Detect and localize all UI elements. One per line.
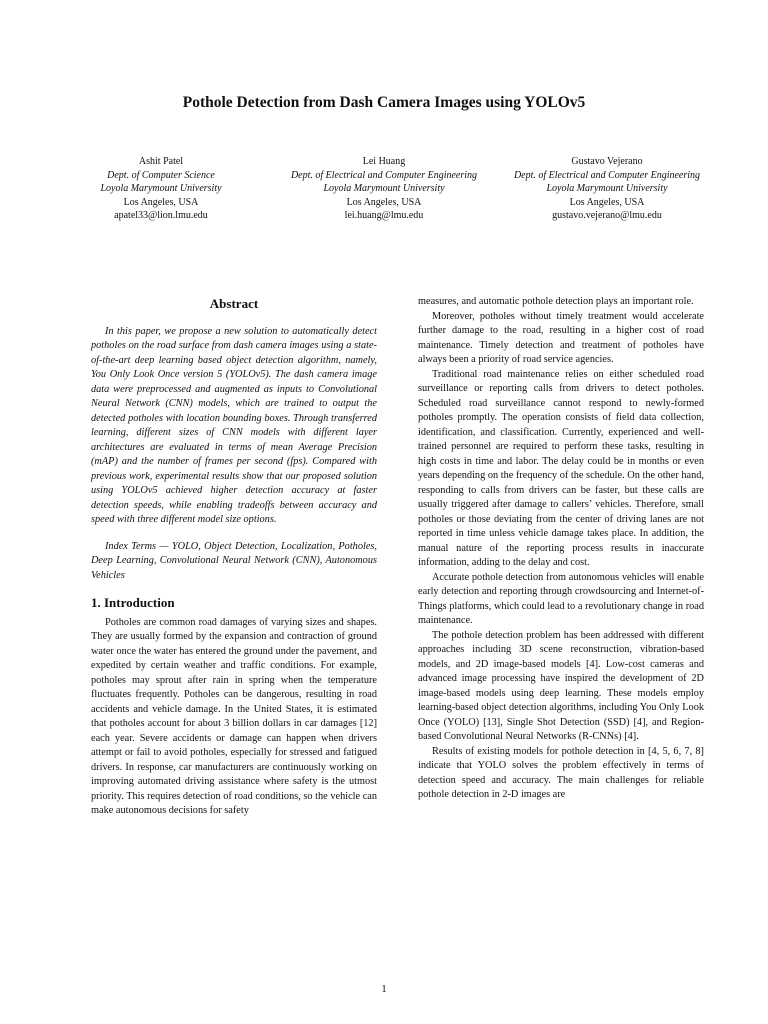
author-name: Ashit Patel xyxy=(138,156,184,167)
intro-paragraph: Potholes are common road damages of varying sizes and shapes. They are usually formed by the expansion and contraction of ground water once the water has entered the ground under the pavement, and expedited by certain weather and traffic conditions. For example, potholes may sprout after rain in spring when the temperature fluctuates frequently. Potholes can be dangerous, resulting in road accidents and vehicle damage. In the United States, it is estimated that potholes account for about 3 billion dollars in car damages [12] each year. Severe accidents or damage can happen when drivers attempt or fail to avoid potholes, especially for stressed and fatigued drivers. In response, car manufacturers are continuously working on improving automated driving assistance where safety is the utmost priority. This requires detection of road conditions, so the vehicle can make autonomous decisions for safety xyxy=(91,616,377,816)
body-paragraph: Results of existing models for pothole detection in [4, 5, 6, 7, 8] indicate that YOLO solves the problem effectively in terms of detection speed and accuracy. The main challenges for reliable pothole detection in 2-D images are xyxy=(418,745,704,800)
author-location: Los Angeles, USA xyxy=(123,196,199,208)
author-email: gustavo.vejerano@lmu.edu xyxy=(552,210,662,221)
body-paragraph: The pothole detection problem has been addressed with different approaches including 3D scene reconstruction, vibration-based models, and 2D image-based models [4]. Low-cost cameras and advanced image processing have inspired the development of 2D image-based models using deep learning. These models employ learning-based object detection algorithms, including You Only Look Once (YOLO) [13], Single Shot Detection (SSD) [4], and Region-based Convolutional Neural Networks (R-CNNs) [4]. xyxy=(418,629,704,742)
author-dept: Dept. of Electrical and Computer Engineering xyxy=(513,169,701,181)
body-paragraph: Moreover, potholes without timely treatment would accelerate further damage to the road, resulting in a higher cost of road maintenance. Timely detection and treatment of potholes have always been a priority of road service agencies. xyxy=(418,310,704,365)
left-column xyxy=(91,295,377,819)
author-email: lei.huang@lmu.edu xyxy=(344,210,424,221)
author-name: Lei Huang xyxy=(362,156,406,167)
right-column xyxy=(418,295,704,803)
author-university: Loyola Marymount University xyxy=(546,183,668,194)
author-location: Los Angeles, USA xyxy=(569,196,645,208)
page-number: 1 xyxy=(381,983,387,995)
author-location: Los Angeles, USA xyxy=(346,196,422,208)
author-university: Loyola Marymount University xyxy=(323,183,445,194)
author-dept: Dept. of Electrical and Computer Engineering xyxy=(290,169,478,181)
author-dept: Dept. of Computer Science xyxy=(107,169,215,181)
author-name: Gustavo Vejerano xyxy=(571,156,643,167)
paper-title: Pothole Detection from Dash Camera Images using YOLOv5 xyxy=(182,94,586,111)
body-paragraph: measures, and automatic pothole detection plays an important role. xyxy=(418,296,694,307)
index-terms: Index Terms — YOLO, Object Detection, Localization, Potholes, Deep Learning, Convolutional Neural Network (CNN), Autonomous Vehicles xyxy=(91,540,377,581)
author-university: Loyola Marymount University xyxy=(100,183,222,194)
author-block-2 xyxy=(264,155,504,223)
body-paragraph: Traditional road maintenance relies on either scheduled road surveillance or reporting calls from drivers to detect potholes. Scheduled road surveillance cannot respond to newly-formed potholes promptly. The operation consists of field data collection, identification, and classification. Currently, experienced and well-trained personnel are required to perform these tasks, resulting in high costs in time and labor. The delay could be in months or even years depending on the frequency of the schedule. On the other hand, responding to calls from drivers can be faster, but these calls are usually triggered after damage to callers’ vehicles. Therefore, small potholes or those deviating from the center of driving lanes are not reported in time unless vehicle damage takes place. In addition, the manual nature of the reporting process results in inaccurate information, adding to the delay and cost. xyxy=(418,368,704,568)
section-heading-introduction: 1. Introduction xyxy=(91,595,175,610)
author-email: apatel33@lion.lmu.edu xyxy=(114,210,208,221)
author-block-1 xyxy=(41,155,281,223)
abstract-body: In this paper, we propose a new solution to automatically detect potholes on the road surface from dash camera images using a state-of-the-art deep learning based object detection algorithm, namely, You Only Look Once version 5 (YOLOv5). The dash camera image data were preprocessed and augmented as inputs to Convolutional Neural Network (CNN) models, which are trained to output the detected potholes with location bounding boxes. Through transferred learning, different sizes of CNN models with different layer architectures are evaluated in terms of mean Average Precision (mAP) and the number of frames per second (fps). Compared with previous work, experimental results show that our proposed solution using YOLOv5 achieved higher detection accuracy at faster detection speeds, while enabling tradeoffs between accuracy and speed with three different model size options. xyxy=(91,325,377,525)
author-block-3 xyxy=(487,155,727,223)
body-paragraph: Accurate pothole detection from autonomous vehicles will enable early detection and reporting through crowdsourcing and Internet-of-Things platforms, which could lead to a revolutionary change in road maintenance. xyxy=(418,571,704,626)
abstract-heading: Abstract xyxy=(209,296,259,311)
